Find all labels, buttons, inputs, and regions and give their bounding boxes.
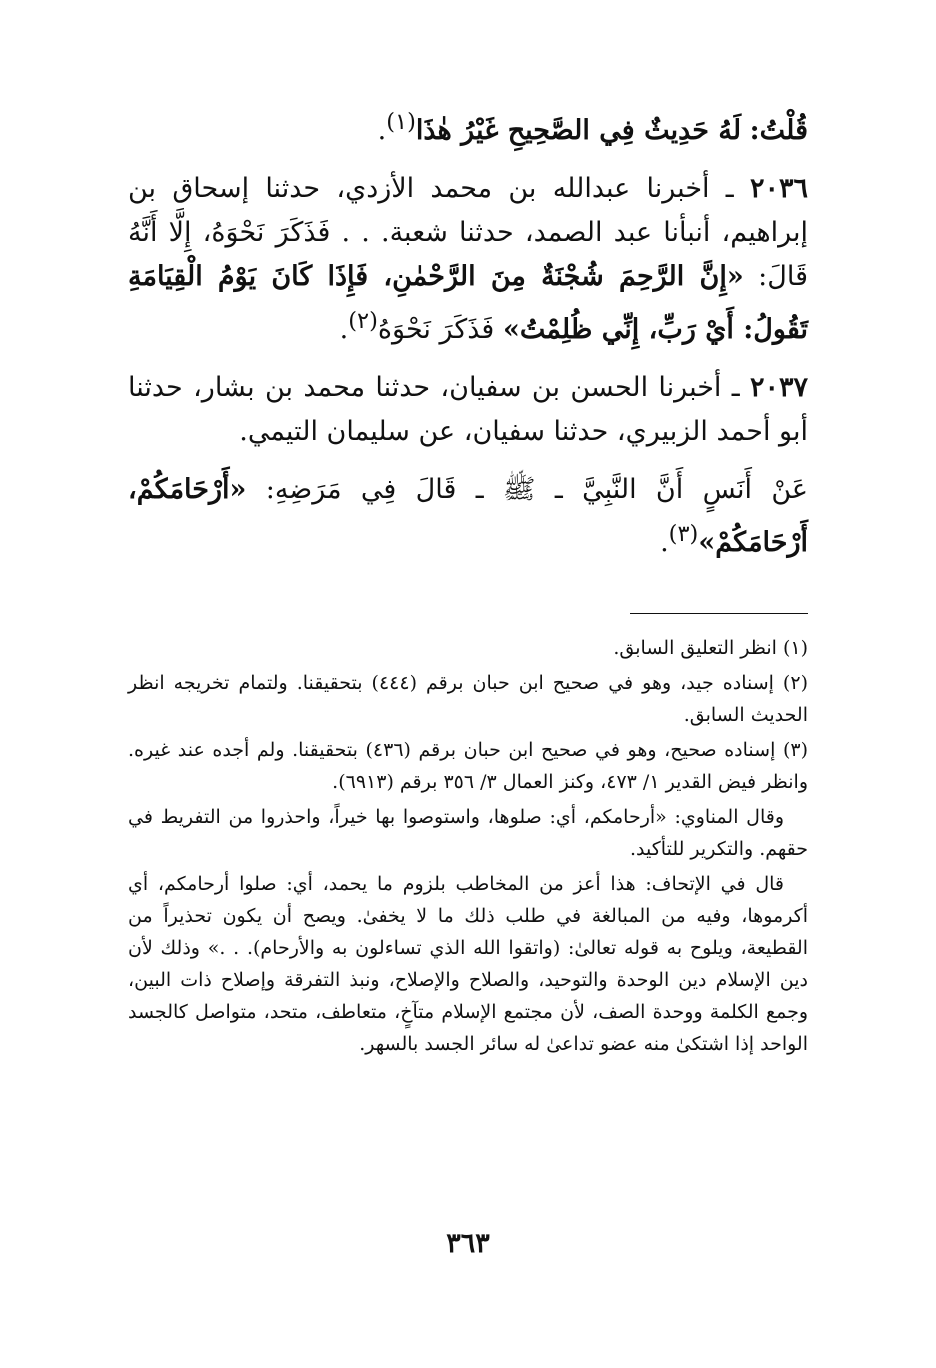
hadith-isnad: ـ أخبرنا عبدالله بن محمد الأزدي، حدثنا إسحاق بن إبراهيم، أنبأنا عبد الصمد، حدثنا شعبة. . . فَذَكَرَ نَحْوَهُ، إِلَّا أَنَّهُ قَالَ:: [128, 173, 808, 292]
paragraph-end: .: [377, 115, 387, 146]
qultu-text: لَهُ حَدِيثٌ فِي الصَّحِيحِ غَيْرُ هٰذَا: [415, 115, 742, 146]
paragraph-end: .: [660, 527, 669, 558]
footnote-3-ithaf: قال في الإتحاف: هذا أعز من المخاطب بلزوم ما يحمد، أي: صلوا أرحامكم، أي أكرموها، وفيه من المبالغة في طلب ذلك ما لا يخفىٰ. ويصح أن يكون تحذيراً من القطيعة، ويلوح به قوله تعالىٰ: (واتقوا الله الذي تساءلون به والأرحام). . .» وذلك لأن دين الإسلام دين الوحدة والتوحيد، والصلاح والإصلاح، ونبذ التفرقة وإصلاح ذات البين، وجمع الكلمة ووحدة الصف، لأن مجتمع الإسلام متآخٍ، متعاطف، متحد، متواصل كالجسد الواحد إذا اشتكىٰ منه عضو تداعىٰ له سائر الجسد بالسهر.: [128, 873, 808, 1055]
hadith-isnad: ـ أخبرنا الحسن بن سفيان، حدثنا محمد بن بشار، حدثنا أبو أحمد الزبيري، حدثنا سفيان، عن سليمان التيمي.: [128, 372, 808, 447]
hadith-2036: [128, 167, 808, 352]
hadith-matn: «إِنَّ الرَّحِمَ شُجْنَةٌ مِنَ الرَّحْمٰنِ، فَإِذَا كَانَ يَوْمُ الْقِيَامَةِ تَقُولُ: أَيْ رَبِّ، إِنِّي ظُلِمْتُ»: [128, 261, 808, 345]
page-number: ٣٦٣: [446, 1228, 490, 1259]
hadith-number: ٢٠٣٦: [750, 173, 809, 204]
footnote-ref-3: (٣): [668, 521, 699, 547]
hadith-intro: عَنْ أَنَسٍ أَنَّ النَّبِيَّ ـ ﷺ ـ قَالَ فِي مَرَضِهِ:: [265, 474, 808, 505]
footnote-ref-1: (١): [386, 109, 416, 135]
paragraph-note: [128, 100, 808, 153]
footnote-3: (٣) إسناده صحيح، وهو في صحيح ابن حبان برقم (٤٣٦) بتحقيقنا. ولم أجده عند غيره. وانظر فيض القدير ١/ ٤٧٣، وكنز العمال ٣/ ٣٥٦ برقم (٦٩١٣).: [128, 739, 809, 793]
footnote-2: (٢) إسناده جيد، وهو في صحيح ابن حبان برقم (٤٤٤) بتحقيقنا. ولتمام تخريجه انظر الحديث السابق.: [128, 672, 808, 726]
hadith-tail: فَذَكَرَ نَحْوَهُ: [377, 314, 495, 345]
paragraph-end: .: [339, 314, 349, 345]
footnote-3-munawi: وقال المناوي: «أرحامكم، أي: صلوها، واستوصوا بها خيراً، واحذروا من التفريط في حقهم. والتكرير للتأكيد.: [128, 806, 808, 860]
footnote-divider: [630, 613, 808, 614]
footnotes: [128, 632, 808, 1060]
page-content: [128, 100, 808, 1060]
footnote-1: (١) انظر التعليق السابق.: [613, 637, 808, 659]
hadith-2037-matn: [128, 468, 808, 565]
hadith-number: ٢٠٣٧: [749, 372, 808, 403]
main-text: [128, 100, 808, 565]
hadith-matn: «أَرْحَامَكُمْ، أَرْحَامَكُمْ»: [128, 474, 808, 558]
hadith-2037: [128, 366, 808, 454]
qultu-label: قُلْتُ:: [749, 115, 808, 146]
footnote-ref-2: (٢): [348, 308, 378, 334]
